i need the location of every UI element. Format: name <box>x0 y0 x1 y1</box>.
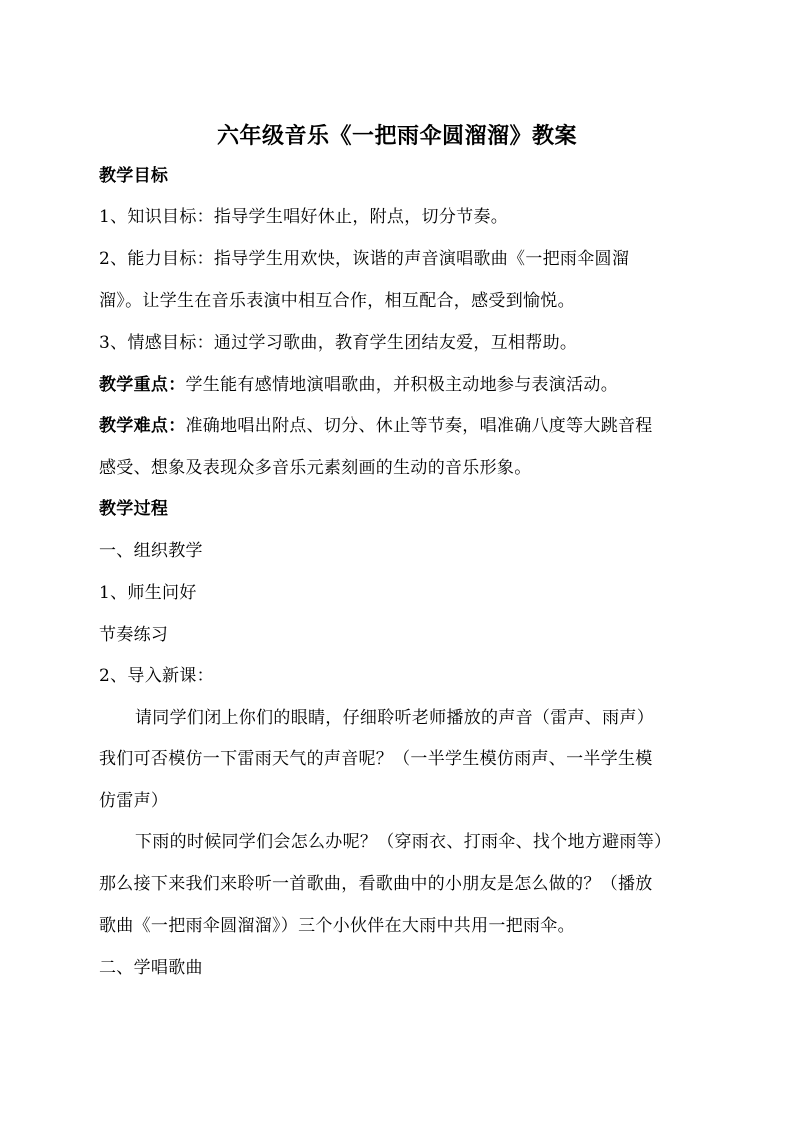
step-rhythm: 节奏练习 <box>99 625 169 645</box>
goal-knowledge: 1、知识目标：指导学生唱好休止，附点，切分节奏。 <box>99 207 509 227</box>
step-intro: 2、导入新课： <box>99 666 214 686</box>
key-point-text: 学生能有感情地演唱歌曲，并积极主动地参与表演活动。 <box>185 375 618 395</box>
para1-line3: 仿雷声） <box>99 791 169 811</box>
goal-emotion: 3、情感目标：通过学习歌曲，教育学生团结友爱，互相帮助。 <box>99 333 578 353</box>
para2-line2: 那么接下来我们来聆听一首歌曲，看歌曲中的小朋友是怎么做的？（播放 <box>99 874 653 894</box>
heading-teaching-process: 教学过程 <box>99 499 169 519</box>
difficulty-label: 教学难点： <box>99 416 186 436</box>
difficulty-line2: 感受、想象及表现众多音乐元素刻画的生动的音乐形象。 <box>99 458 532 478</box>
difficulty-text: 准确地唱出附点、切分、休止等节奏，唱准确八度等大跳音程 <box>185 416 653 436</box>
difficulty-paragraph <box>99 414 699 438</box>
goal-ability-line2: 溜》。让学生在音乐表演中相互合作，相互配合，感受到愉悦。 <box>99 291 575 311</box>
key-point-label: 教学重点： <box>99 375 186 395</box>
section-organize: 一、组织教学 <box>99 541 203 561</box>
goal-ability-line1: 2、能力目标：指导学生用欢快，诙谐的声音演唱歌曲《一把雨伞圆溜 <box>99 249 630 269</box>
section-learn-song: 二、学唱歌曲 <box>99 958 203 978</box>
para2-line3: 歌曲《一把雨伞圆溜溜》）三个小伙伴在大雨中共用一把雨伞。 <box>99 916 575 936</box>
step-greeting: 1、师生问好 <box>99 583 197 603</box>
document-title: 六年级音乐《一把雨伞圆溜溜》教案 <box>216 123 577 149</box>
heading-teaching-goals: 教学目标 <box>99 166 169 186</box>
para1-line2: 我们可否模仿一下雷雨天气的声音呢？（一半学生模仿雨声、一半学生模 <box>99 749 653 769</box>
para2-line1: 下雨的时候同学们会怎么办呢？（穿雨衣、打雨伞、找个地方避雨等） <box>135 832 672 852</box>
para1-line1: 请同学们闭上你们的眼睛，仔细聆听老师播放的声音（雷声、雨声） <box>135 708 654 728</box>
key-point-paragraph <box>99 373 699 397</box>
